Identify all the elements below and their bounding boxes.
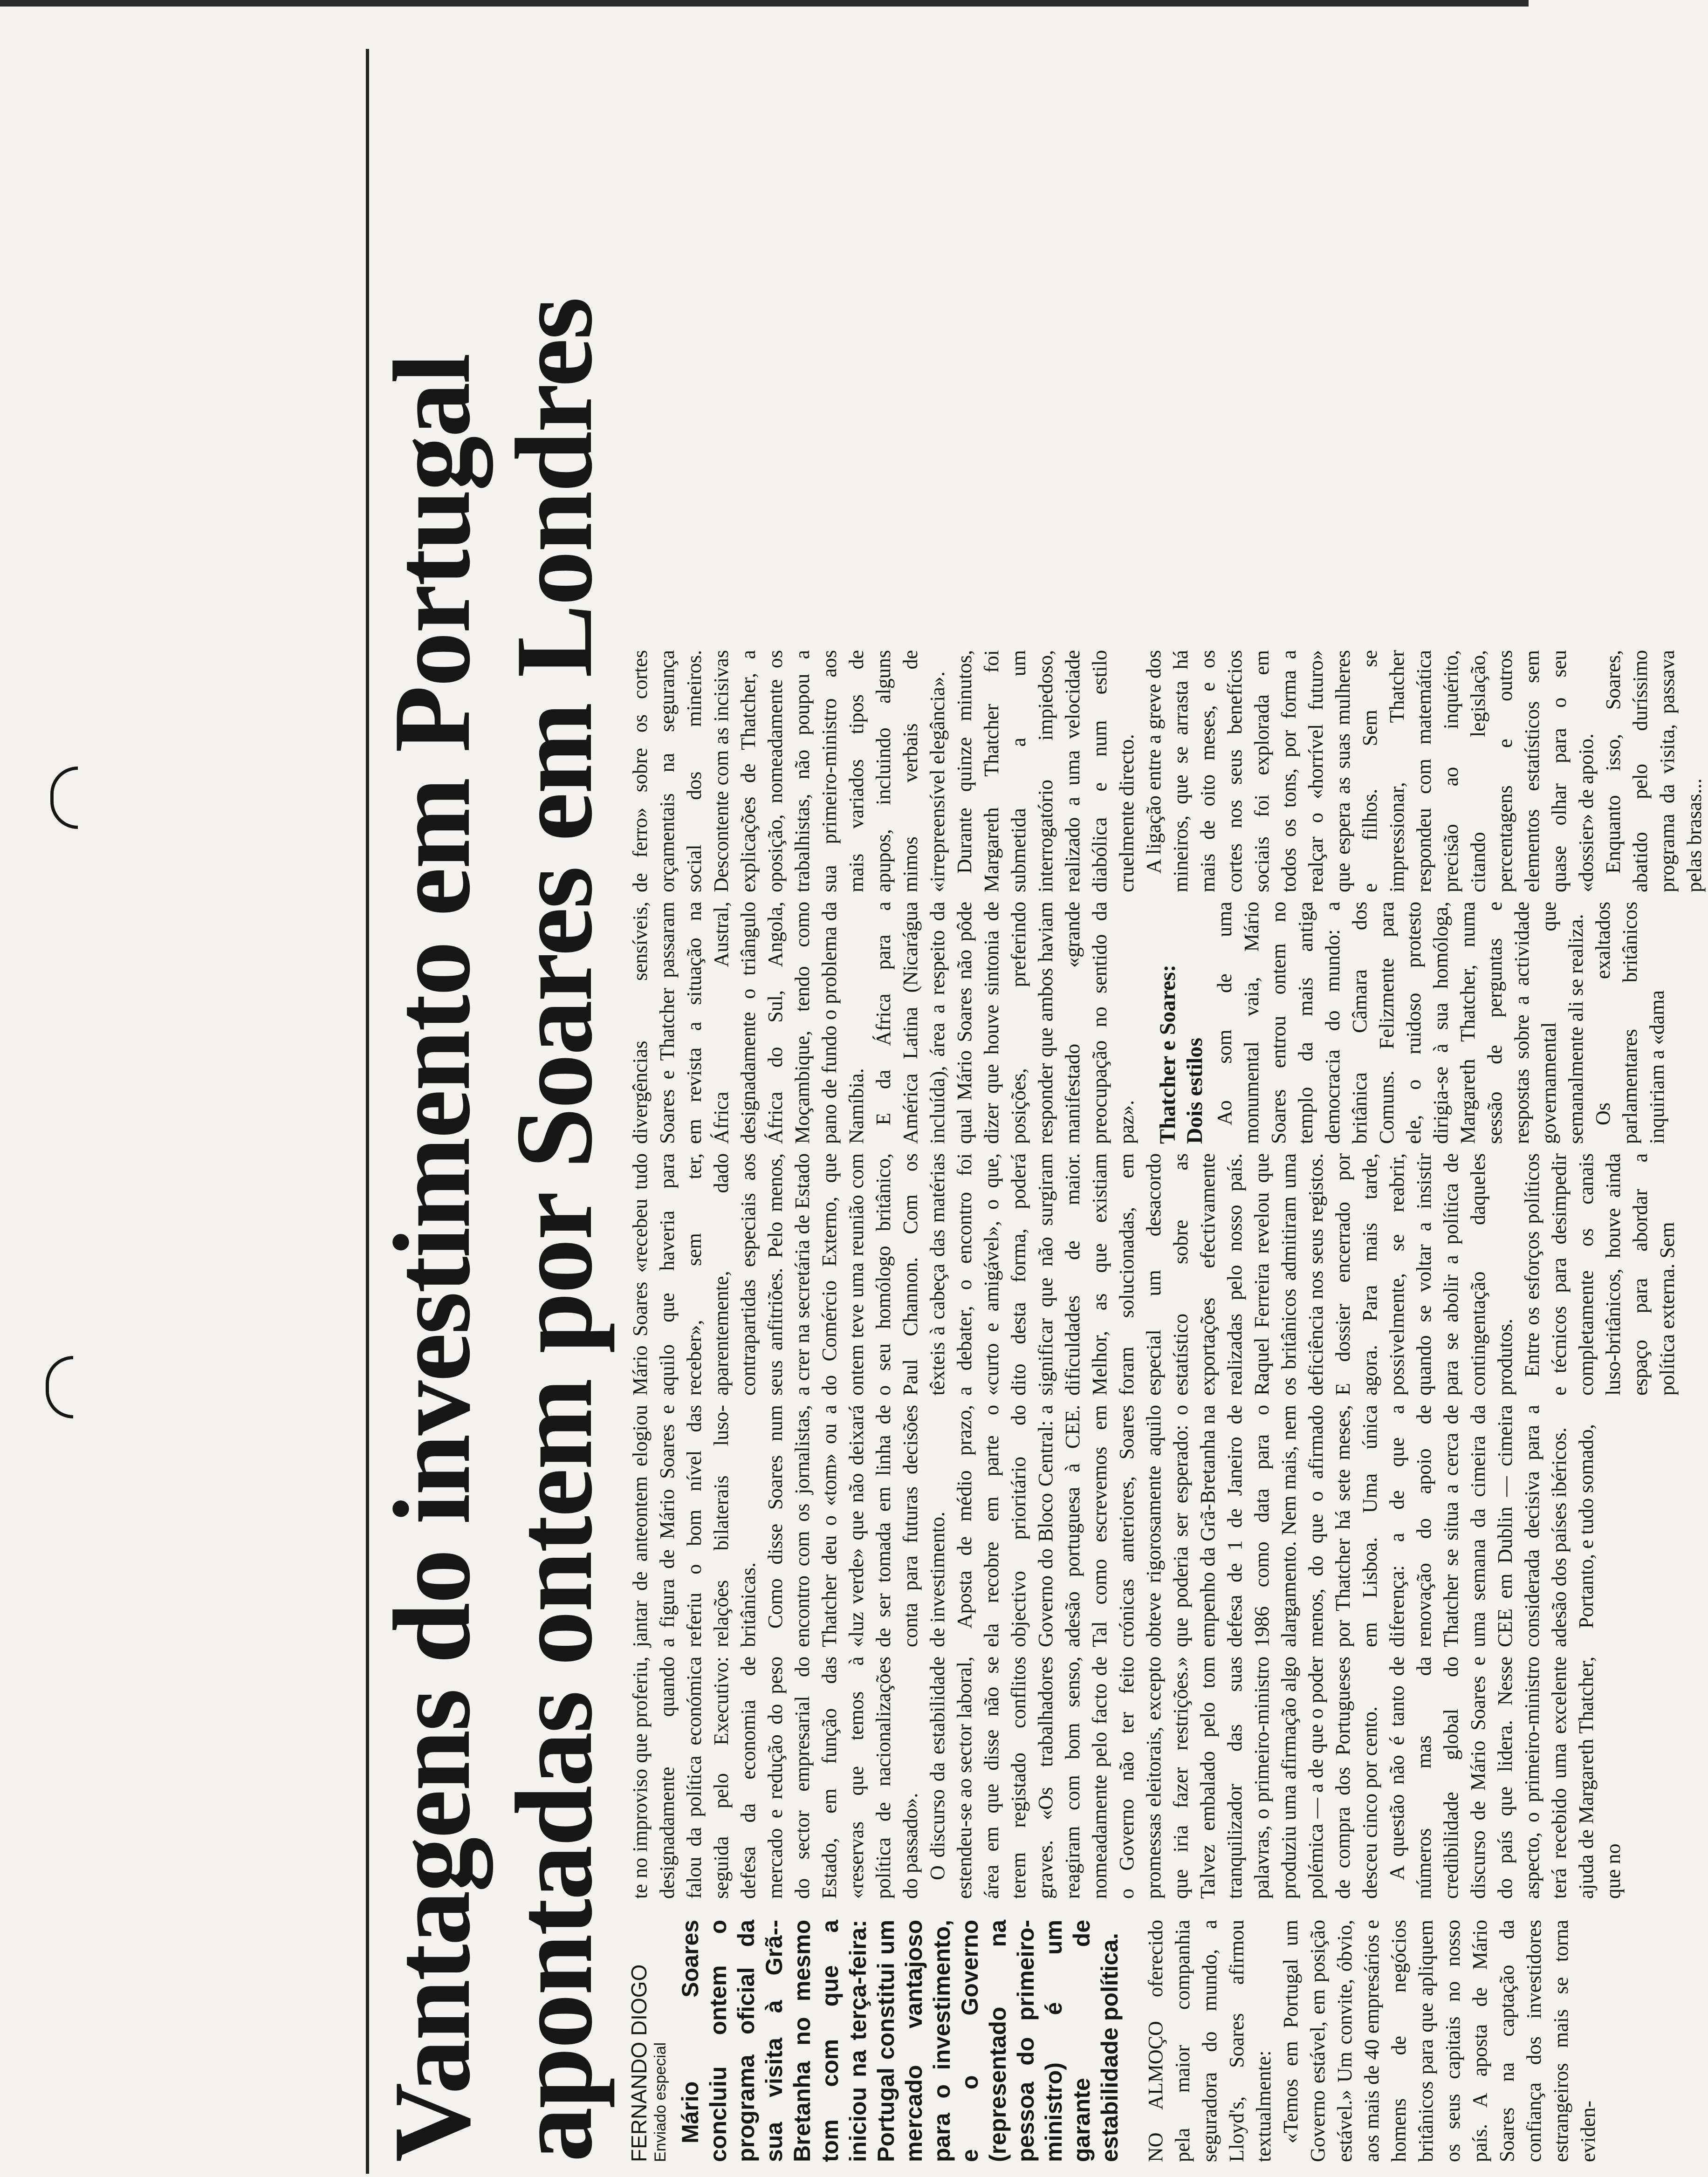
column-3-text (627, 1405, 1598, 1647)
lead-paragraph: Mário Soares concluiu ontem o programa oficial da sua visita à Grã--Bretanha no mesmo tom com que a iniciou na terça-feira: Portugal constitui um mercado vantajoso para o investimento, e o Governo (representado na pessoa do primeiro-ministro) é um garante de estabilidade política. (677, 1920, 1123, 2162)
paragraph: A questão não é tanto de números mas da credibilidade global do discurso de Mário Soares e do país que lidera. Nesse aspecto, o primeiro-ministro terá recebido uma excelente ajuda de Margareth Thatcher, que no (1386, 1657, 1625, 1899)
paragraph: divergências sensíveis, Soares e Thatcher passaram em revista a situação na África Austral, designadamente o triângulo África do Sul, Angola, Moçambique, tendo como pano de fundo o problema da Namíbia. (629, 902, 868, 1144)
paragraph: Portanto, e tudo somado, (1575, 1424, 1598, 1629)
newspaper-article (371, 47, 1706, 2167)
paragraph: Mário Soares «recebeu tudo aquilo que haveria para receber», sem ter, aparentemente, dado contrapartidas especiais aos seus anfitriões. Pelo menos, a crer na secretária de Estado do Comércio Externo, que ontem teve uma reunião com o seu homólogo britânico, Paul Channon. Com os têxteis à cabeça das matérias a debater, o encontro foi «curto e amigável», o que, dito desta forma, poderá significar que não surgiram dificuldades de maior. Melhor, as que existiam foram solucionadas, em especial um desacordo estatístico sobre as exportações efectivamente realizadas pelo nosso país. Raquel Ferreira revelou que os britânicos admitiram uma deficiência nos seus registos. E dossier encerrado por agora. Para mais tarde, possivelmente, se reabrir, quando se voltar a insistir para se abolir a política de contingentação daqueles produtos. (629, 1153, 1516, 1396)
paragraph: Aposta de médio prazo, ela recobre em parte o objectivo prioritário do Governo do Bloco Central: a adesão portuguesa à CEE. Tal como escrevemos em crónicas anteriores, Soares obteve rigorosamente aquilo que poderia ser esperado: o empenho da Grã-Bretanha na defesa de 1 de Janeiro de 1986 como data para o alargamento. Nem mais, nem menos, do que o afirmado por Thatcher há sete meses, em Lisboa. Uma única diferença: a de que a renovação do apoio de Thatcher se situa a cerca de uma semana da cimeira da CEE em Dublin — cimeira considerada decisiva para a adesão dos países ibéricos. (953, 1405, 1571, 1647)
paragraph: Enquanto isso, Soares, abatido pelo duríssimo programa da visita, passava pelas brasas... (1602, 650, 1706, 892)
column-rule (366, 49, 369, 2174)
column-1-text (1142, 1920, 1602, 2162)
paragraph: de ferro» sobre os cortes orçamentais na segurança social dos mineiros. Descontente com as incisivas explicações de Thatcher, a oposição, nomeadamente os trabalhistas, não poupou a sua primeiro-ministro aos mais variados tipos de apupos, incluindo alguns mimos verbais de «irrepreensível elegância». (629, 650, 949, 892)
column-6-text (627, 650, 1706, 892)
paragraph: te no improviso que proferiu, designadamente quando falou da política económica seguida pelo Executivo: defesa da economia de mercado e redução do peso do sector empresarial do Estado, em função das «reservas que temos à política de nacionalizações do passado». (629, 1657, 922, 1899)
subheading-line-2: Dois estilos (1182, 1038, 1207, 1144)
paragraph: «Temos em Portugal um Governo estável, em posição estável.» Um convite, óbvio, aos mais de 40 empresários e homens de negócios britânicos para que apliquem os seus capitais no nosso país. A aposta de Mário Soares na captação da confiança dos investidores estrangeiros mais se torna eviden- (1279, 1920, 1599, 2162)
headline-line-2: apontadas ontem por Soares em Londres (494, 298, 615, 2162)
subheading-line-1: Thatcher e Soares: (1155, 965, 1180, 1144)
author-role: Enviado especial (652, 2042, 669, 2162)
paragraph: NO ALMOÇO oferecido pela maior companhia seguradora do mundo, a Lloyd's, Soares afirmou textualmente: (1144, 1920, 1275, 2162)
headline-line-1: Vantagens do investimento em Portugal (371, 354, 493, 2162)
paragraph: Os exaltados parlamentares britânicos inquiriam a «dama (1591, 902, 1668, 1144)
paragraph: A ligação entre a greve dos mineiros, que se arrasta há mais de oito meses, e os cortes nos seus benefícios sociais foi explorada em todos os tons, por forma a realçar o «horrível futuro» que espera as suas mulheres e filhos. Sem se impressionar, Thatcher respondeu com matemática precisão ao inquérito, citando legislação, percentagens e outros elementos estatísticos sem quase olhar para o seu «dossier» de apoio. (1142, 650, 1598, 892)
column-5-text (627, 902, 1668, 1144)
paragraph: E da África para a América Latina (Nicarágua incluída), área a respeito da qual Mário Soares não pôde dizer que houve sintonia de posições, preferindo responder que ambos haviam manifestado «grande preocupação no sentido da paz». (872, 902, 1138, 1144)
paragraph: jantar de anteontem elogiou a figura de Mário Soares e referiu o bom nível das relações bilaterais luso-britânicas. (629, 1405, 760, 1647)
paragraph: Entre os esforços políticos e técnicos para desimpedir completamente os canais luso-britânicos, houve ainda espaço para abordar a política externa. Sem (1521, 1153, 1679, 1396)
column-2-text (627, 1657, 1625, 1899)
byline-column (627, 1920, 1599, 2162)
paragraph: Durante quinze minutos, Margareth Thatcher foi submetida a um interrogatório impiedoso, realizado a uma velocidade diabólica e num estilo cruelmente directo. (953, 650, 1138, 892)
column-4-text (627, 1153, 1679, 1396)
paragraph: Ao som de uma monumental vaia, Mário Soares entrou ontem no templo da mais antiga democracia do mundo: a britânica Câmara dos Comuns. Felizmente para ele, o ruidoso protesto dirigia-se à sua homóloga, Margareth Thatcher, numa sessão de perguntas e respostas sobre a actividade governamental que semanalmente ali se realiza. (1213, 902, 1587, 1144)
author-name: FERNANDO DIOGO (627, 1964, 651, 2162)
subheading (1154, 902, 1208, 1144)
punch-hole-mark (46, 1356, 73, 1418)
top-border (0, 0, 1529, 7)
paragraph: O discurso da estabilidade estendeu-se ao sector laboral, área em que disse não se terem registado conflitos graves. «Os trabalhadores reagiram com bom senso, nomeadamente pelo facto de o Governo não ter feito promessas eleitorais, excepto que iria fazer restrições.» Talvez embalado pelo tom tranquilizador das suas palavras, o primeiro-ministro produziu uma afirmação algo polémica — a de que o poder de compra dos Portugueses desceu cinco por cento. (926, 1657, 1381, 1899)
punch-hole-mark (50, 767, 78, 829)
article-body (627, 51, 1706, 2162)
paragraph: Como disse Soares num encontro com os jornalistas, Thatcher deu o «tom» ou a «luz verde» que não deixará de ser tomada em linha de conta para futuras decisões de investimento. (764, 1405, 949, 1647)
